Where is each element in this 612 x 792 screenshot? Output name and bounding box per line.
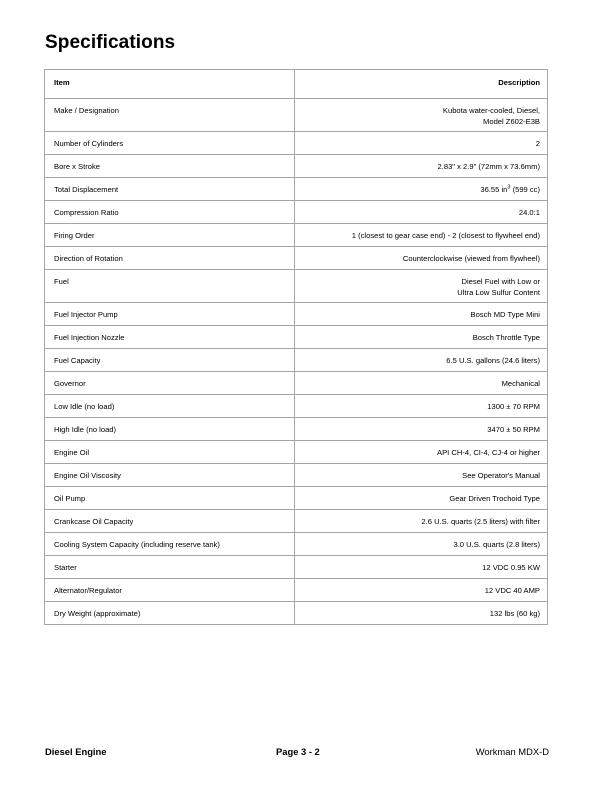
table-row — [45, 464, 548, 487]
table-row — [45, 487, 548, 510]
table-row — [45, 556, 548, 579]
table-row — [45, 418, 548, 441]
table-row — [45, 602, 548, 625]
specifications-table — [44, 69, 548, 625]
table-row — [45, 349, 548, 372]
table-header-row — [45, 70, 548, 99]
table-row — [45, 533, 548, 556]
spec-description-line: Gear Driven Trochoid Type — [449, 494, 540, 503]
spec-item-cell: Firing Order — [45, 224, 295, 247]
spec-item-cell: Bore x Stroke — [45, 155, 295, 178]
spec-description-cell — [295, 533, 548, 556]
spec-item-cell: Number of Cylinders — [45, 132, 295, 155]
spec-description-line: Counterclockwise (viewed from flywheel) — [402, 254, 540, 263]
spec-item-cell: Fuel Capacity — [45, 349, 295, 372]
spec-description-cell — [295, 556, 548, 579]
spec-description-line: Model Z602-E3B — [483, 116, 540, 126]
spec-description-line: 36.55 $in^3$ (599 cc) — [480, 184, 540, 194]
table-row — [45, 270, 548, 303]
table-row — [45, 155, 548, 178]
spec-item-cell: Starter — [45, 556, 295, 579]
spec-description-cell — [295, 464, 548, 487]
spec-description-cell — [295, 349, 548, 372]
spec-item-cell: Fuel — [45, 270, 295, 303]
spec-description-line: 2.6 U.S. quarts (2.5 liters) with filter — [421, 517, 540, 526]
spec-description-line: Diesel Fuel with Low or — [461, 277, 540, 286]
spec-item-cell: Engine Oil Viscosity — [45, 464, 295, 487]
spec-item-cell: Compression Ratio — [45, 201, 295, 224]
spec-description-line: API CH-4, CI-4, CJ-4 or higher — [437, 448, 540, 457]
spec-item-cell: Fuel Injection Nozzle — [45, 326, 295, 349]
spec-description-line: 6.5 U.S. gallons (24.6 liters) — [446, 356, 540, 365]
spec-description-cell — [295, 326, 548, 349]
spec-description-line: 24.0:1 — [518, 208, 540, 217]
spec-description-line: Kubota water-cooled, Diesel, — [442, 106, 540, 115]
spec-item-cell: Governor — [45, 372, 295, 395]
spec-description-cell — [295, 487, 548, 510]
spec-description-cell — [295, 132, 548, 155]
spec-item-cell: Oil Pump — [45, 487, 295, 510]
spec-description-cell — [295, 155, 548, 178]
spec-description-line: See Operator's Manual — [462, 471, 540, 480]
table-row — [45, 178, 548, 201]
footer-page-number: Page 3 - 2 — [276, 746, 320, 757]
spec-description-cell — [295, 579, 548, 602]
spec-description-cell — [295, 247, 548, 270]
table-row — [45, 395, 548, 418]
spec-description-line: 2 — [535, 139, 540, 148]
spec-description-cell — [295, 178, 548, 201]
table-row — [45, 303, 548, 326]
footer-section-name: Diesel Engine — [45, 746, 107, 757]
spec-description-line: Mechanical — [501, 379, 540, 388]
spec-description-line: 2.83" x 2.9" (72mm x 73.6mm) — [437, 162, 540, 171]
spec-description-cell — [295, 602, 548, 625]
spec-description-cell — [295, 303, 548, 326]
spec-description-cell — [295, 99, 548, 132]
spec-description-cell — [295, 441, 548, 464]
spec-item-cell: Engine Oil — [45, 441, 295, 464]
spec-description-line: Ultra Low Sulfur Content — [457, 287, 540, 297]
spec-item-cell: Cooling System Capacity (including reserve tank) — [45, 533, 295, 556]
table-row — [45, 132, 548, 155]
spec-description-cell — [295, 270, 548, 303]
table-row — [45, 247, 548, 270]
spec-item-cell: Crankcase Oil Capacity — [45, 510, 295, 533]
footer-product-name: Workman MDX-D — [475, 746, 549, 757]
spec-description-line: 12 VDC 40 AMP — [484, 586, 540, 595]
spec-description-line: 3.0 U.S. quarts (2.8 liters) — [453, 540, 540, 549]
column-header-description: Description — [295, 70, 548, 99]
spec-description-line: 132 lbs (60 kg) — [489, 609, 540, 618]
table-row — [45, 372, 548, 395]
spec-description-cell — [295, 395, 548, 418]
spec-description-line: 12 VDC 0.95 KW — [482, 563, 540, 572]
column-header-item: Item — [45, 70, 295, 99]
spec-item-cell: Direction of Rotation — [45, 247, 295, 270]
table-row — [45, 441, 548, 464]
spec-item-cell: Alternator/Regulator — [45, 579, 295, 602]
spec-item-cell: Make / Designation — [45, 99, 295, 132]
spec-description-cell — [295, 201, 548, 224]
table-row — [45, 326, 548, 349]
spec-description-cell — [295, 224, 548, 247]
table-row — [45, 224, 548, 247]
spec-item-cell: Dry Weight (approximate) — [45, 602, 295, 625]
spec-description-line: 1 (closest to gear case end) - 2 (closest to flywheel end) — [351, 231, 540, 240]
spec-item-cell: Low Idle (no load) — [45, 395, 295, 418]
spec-description-cell — [295, 510, 548, 533]
page-title: Specifications — [45, 32, 176, 53]
table-row — [45, 99, 548, 132]
spec-description-line: 3470 ± 50 RPM — [487, 425, 540, 434]
table-row — [45, 510, 548, 533]
spec-item-cell: High Idle (no load) — [45, 418, 295, 441]
table-row — [45, 201, 548, 224]
spec-description-line: 1300 ± 70 RPM — [487, 402, 540, 411]
spec-item-cell: Total Displacement — [45, 178, 295, 201]
table-row — [45, 579, 548, 602]
spec-description-line: Bosch Throttle Type — [472, 333, 540, 342]
spec-description-cell — [295, 418, 548, 441]
table-body — [45, 99, 548, 625]
spec-description-cell — [295, 372, 548, 395]
spec-item-cell: Fuel Injector Pump — [45, 303, 295, 326]
spec-description-line: Bosch MD Type Mini — [470, 310, 540, 319]
